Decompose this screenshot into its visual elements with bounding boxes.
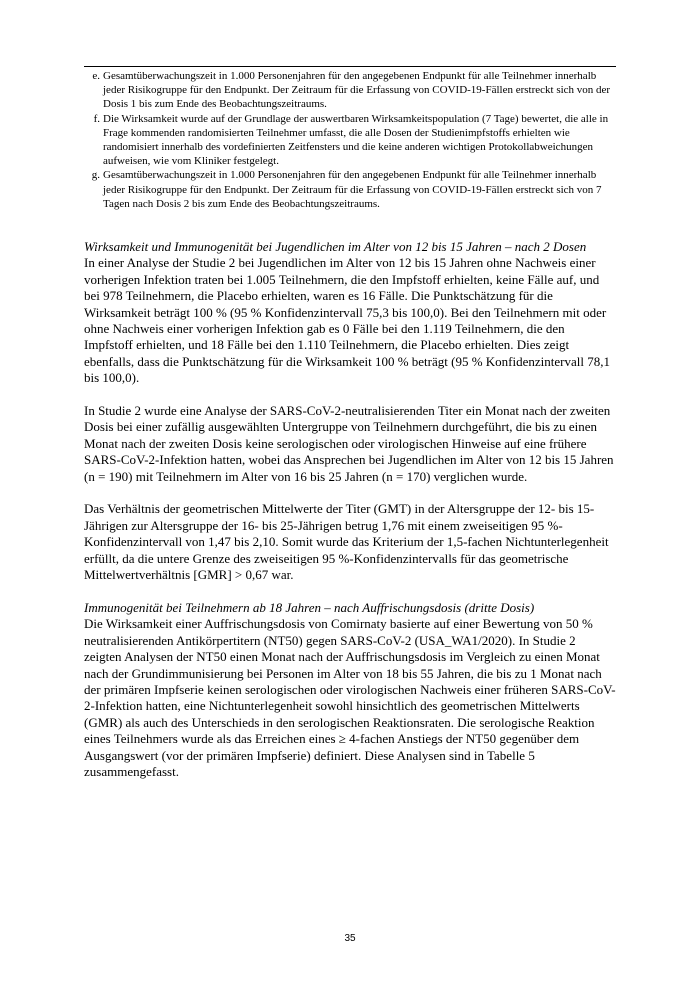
paragraph-gmt-ratio: Das Verhältnis der geometrischen Mittelwerte der Titer (GMT) in der Altersgruppe der 12- bis 15-Jährigen zur Altersgruppe der 16- bis 25-Jährigen betrug 1,76 mit einem zweiseitigen 95 %-Konfidenzintervall von 1,47 bis 2,10. Somit wurde das Kriterium der 1,5-fachen Nichtunterlegenheit erfüllt, da die untere Grenze des zweiseitigen 95 %-Konfidenzintervalls für das geometrische Mittelwertverhältnis [GMR] > 0,67 war. xyxy=(84,501,609,583)
footnote-f xyxy=(84,112,616,169)
main-content xyxy=(84,239,616,797)
footnote-list xyxy=(84,69,616,211)
footnote-separator xyxy=(84,66,616,67)
footnote-text: Die Wirksamkeit wurde auf der Grundlage der auswertbaren Wirksamkeitspopulation (7 Tage) bewertet, die alle in Frage kommenden randomisierten Teilnehmer umfasst, die alle Dosen der Studienimpfstoffs erhielten wie randomisiert innerhalb des vordefinierten Zeitfensters und die keine anderen wichtigen Protokollabweichungen aufweisen, wie vom Kliniker festgelegt. xyxy=(103,112,609,168)
footnote-marker: f. xyxy=(93,112,100,125)
section-heading-booster: Immunogenität bei Teilnehmern ab 18 Jahren – nach Auffrischungsdosis (dritte Dosis) xyxy=(84,599,535,615)
footnote-e xyxy=(84,69,616,112)
footnote-text: Gesamtüberwachungszeit in 1.000 Personenjahren für den angegebenen Endpunkt für alle Teilnehmer innerhalb jeder Risikogruppe für den Endpunkt. Der Zeitraum für die Erfassung von COVID-19-Fällen erstreckt sich von 7 Tagen nach Dosis 2 bis zum Ende des Beobachtungszeitraums. xyxy=(103,169,602,210)
page-number: 35 xyxy=(344,933,356,944)
footnote-marker: e. xyxy=(92,70,100,82)
footnote-marker: g. xyxy=(91,169,100,182)
paragraph-efficacy-adolescents: In einer Analyse der Studie 2 bei Jugendlichen im Alter von 12 bis 15 Jahren ohne Nachweis einer vorherigen Infektion traten bei 1.005 Teilnehmern, die den Impfstoff erhielten, keine Fälle auf, und bei 978 Teilnehmern, die Placebo erhielten, waren es 16 Fälle. Die Punktschätzung für die Wirksamkeit beträgt 100 % (95 % Konfidenzintervall 75,3 bis 100,0). Bei den Teilnehmern mit oder ohne Nachweis einer vorherigen Infektion gab es 0 Fälle bei den 1.119 Teilnehmern, die den Impfstoff erhielten, und 18 Fälle bei den 1.110 Teilnehmern, die Placebo erhielten. Dies zeigt ebenfalls, dass die Punktschätzung für die Wirksamkeit 100 % beträgt (95 % Konfidenzintervall 78,1 bis 100,0). xyxy=(84,255,610,386)
footnote-text: Gesamtüberwachungszeit in 1.000 Personenjahren für den angegebenen Endpunkt für alle Teilnehmer innerhalb jeder Risikogruppe für den Endpunkt. Der Zeitraum für die Erfassung von COVID-19-Fällen erstreckt sich von der Dosis 1 bis zum Ende des Beobachtungszeitraums. xyxy=(103,70,611,111)
footnote-g xyxy=(84,168,616,211)
paragraph-neutralizing-titers: In Studie 2 wurde eine Analyse der SARS-CoV-2-neutralisierenden Titer ein Monat nach der zweiten Dosis bei einer zufällig ausgewählten Untergruppe von Teilnehmern durchgeführt, die bis zu einen Monat nach der zweiten Dosis keine serologischen oder virologischen Hinweise auf eine frühere SARS-CoV-2-Infektion hatten, wobei das Ansprechen bei Jugendlichen im Alter von 12 bis 15 Jahren (n = 190) mit Teilnehmern im Alter von 16 bis 25 Jahren (n = 170) verglichen wurde. xyxy=(84,403,614,484)
section-heading-adolescents: Wirksamkeit und Immunogenität bei Jugendlichen im Alter von 12 bis 15 Jahren – nach 2 Dosen xyxy=(84,239,587,254)
paragraph-booster-immunogenicity: Die Wirksamkeit einer Auffrischungsdosis von Comirnaty basierte auf einer Bewertung von 50 % neutralisierenden Antikörpertitern (NT50) gegen SARS-CoV-2 (USA_WA1/2020). In Studie 2 zeigten Analysen der NT50 einen Monat nach der Auffrischungsdosis im Vergleich zu einen Monat nach der Grundimmunisierung bei Personen im Alter von 18 bis 55 Jahren, die bis zu 1 Monat nach der primären Impfserie keinen serologischen oder virologischen Nachweis einer früheren SARS-CoV-2-Infektion hatten, eine Nichtunterlegenheit sowohl hinsichtlich des geometrischen Mittelwerts (GMR) als auch des Unterschieds in den serologischen Reaktionsraten. Die serologische Reaktion eines Teilnehmers wurde als das Erreichen eines ≥ 4-fachen Anstiegs der NT50 gegenüber dem Ausgangswert (vor der primären Impfserie) definiert. Diese Analysen sind in Tabelle 5 zusammengefasst. xyxy=(84,616,616,779)
